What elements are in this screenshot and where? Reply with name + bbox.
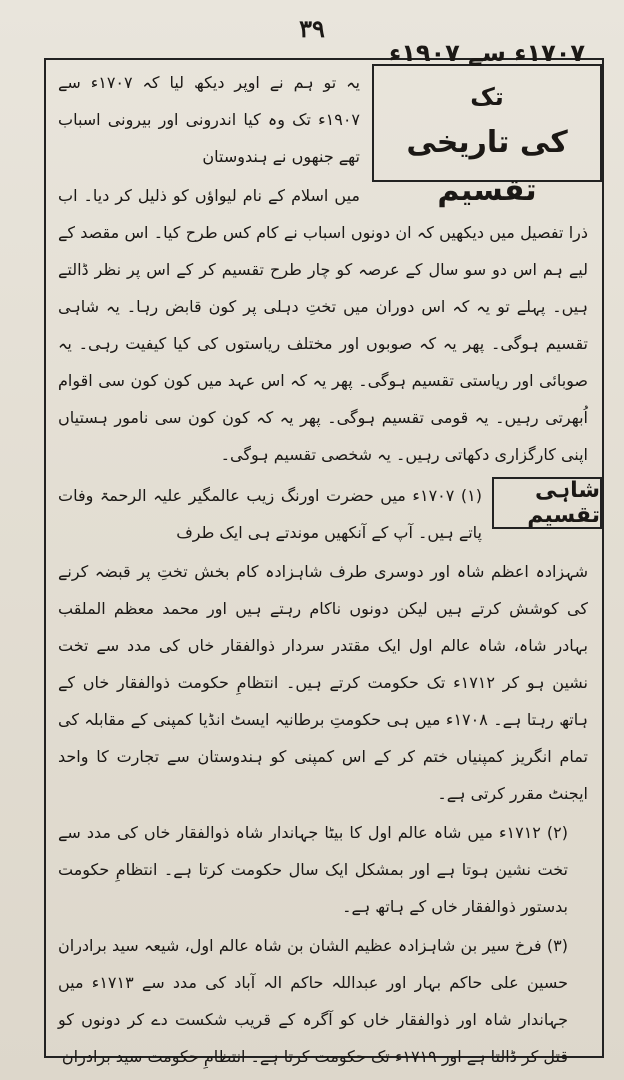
page-number: ۳۹ <box>299 14 325 43</box>
chapter-title-line2: کی تاریخی تقسیم <box>406 125 568 208</box>
chapter-title-box <box>372 39 602 208</box>
item2-paragraph: (۲) ۱۷۱۲ء میں شاہ عالم اول کا بیٹا جہاندار شاہ ذوالفقار خاں کی مدد سے تخت نشین ہوتا ہے اور بمشکل ایک سال حکومت کرتا ہے۔ انتظامِ حکومت بدستور ذوالفقار خاں کے ہاتھ ہے۔ <box>58 823 569 916</box>
chapter-header <box>46 39 602 208</box>
royal-division-section <box>46 477 602 551</box>
item1-side-text: (۱) ۱۷۰۷ء میں حضرت اورنگ زیب عالمگیر علیہ الرحمۃ وفات پاتے ہیں۔ آپ کے آنکھیں موندتے ہی ایک طرف <box>58 486 483 542</box>
chapter-title-line1: ۱۷۰۷ء سے ۱۹۰۷ء تک <box>388 39 586 111</box>
intro-side-text: یہ تو ہم نے اوپر دیکھ لیا کہ ۱۷۰۷ء سے ۱۹۰۷ء تک وہ کیا اندرونی اور بیرونی اسباب تھے جنھوں نے ہندوستان <box>58 73 360 166</box>
item3-paragraph: (۳) فرخ سیر بن شاہزادہ عظیم الشان بن شاہ عالم اول، شیعہ سید برادران حسین علی حاکم بہار اور عبداللہ حاکم الہ آباد کی مدد سے ۱۷۱۳ء میں جہاندار شاہ اور ذوالفقار خاں کو آگرہ کے قریب شکست دے کر دونوں کو قتل کر ڈالتا ہے اور ۱۷۱۹ء تک حکومت کرتا ہے۔ انتظامِ حکومت سید برادران <box>58 936 569 1066</box>
intro-paragraph: میں اسلام کے نام لیواؤں کو ذلیل کر دیا۔ اب ذرا تفصیل میں دیکھیں کہ ان دونوں اسباب نے کام کس طرح کیا۔ اس مقصد کے لیے ہم اس دو سو سال کے عرصہ کو چار طرح تقسیم کر کے اس پر نظر ڈالتے ہیں۔ پہلے تو یہ کہ اس دوران میں تختِ دہلی پر کون قابض رہا۔ یہ شاہی تقسیم ہوگی۔ پھر یہ کہ صوبوں اور مختلف ریاستوں کی کیا کیفیت رہی۔ یہ صوبائی اور ریاستی تقسیم ہوگی۔ پھر یہ کہ اس عہد میں کون کون سی اقوام اُبھرتی رہیں۔ یہ قومی تقسیم ہوگی۔ پھر یہ کہ کون کون سی نامور ہستیاں اپنی کارگزاری دکھاتی رہیں۔ یہ شخصی تقسیم ہوگی۔ <box>58 186 588 464</box>
text-frame <box>44 39 604 1066</box>
item1-paragraph: شہزادہ اعظم شاہ اور دوسری طرف شاہزادہ کام بخش تختِ پر قبضہ کرنے کی کوشش کرتے ہیں لیکن دونوں ناکام رہتے ہیں اور محمد معظم الملقب بہادر شاہ، شاہ عالم اول ایک مقتدر سردار ذوالفقار خاں کی مدد سے تخت نشین ہو کر ۱۷۱۲ء تک حکومت کرتے ہیں۔ انتظامِ حکومت ذوالفقار خاں کے ہاتھ رہتا ہے۔ ۱۷۰۸ء میں ہی حکومتِ برطانیہ ایسٹ انڈیا کمپنی کے مقابلہ کی تمام انگریز کمپنیاں ختم کر کے اس کمپنی کو ہندوستان سے تجارت کا واحد ایجنٹ مقرر کرتی ہے۔ <box>58 562 589 803</box>
section-heading-box: شاہی تقسیم <box>492 477 602 529</box>
